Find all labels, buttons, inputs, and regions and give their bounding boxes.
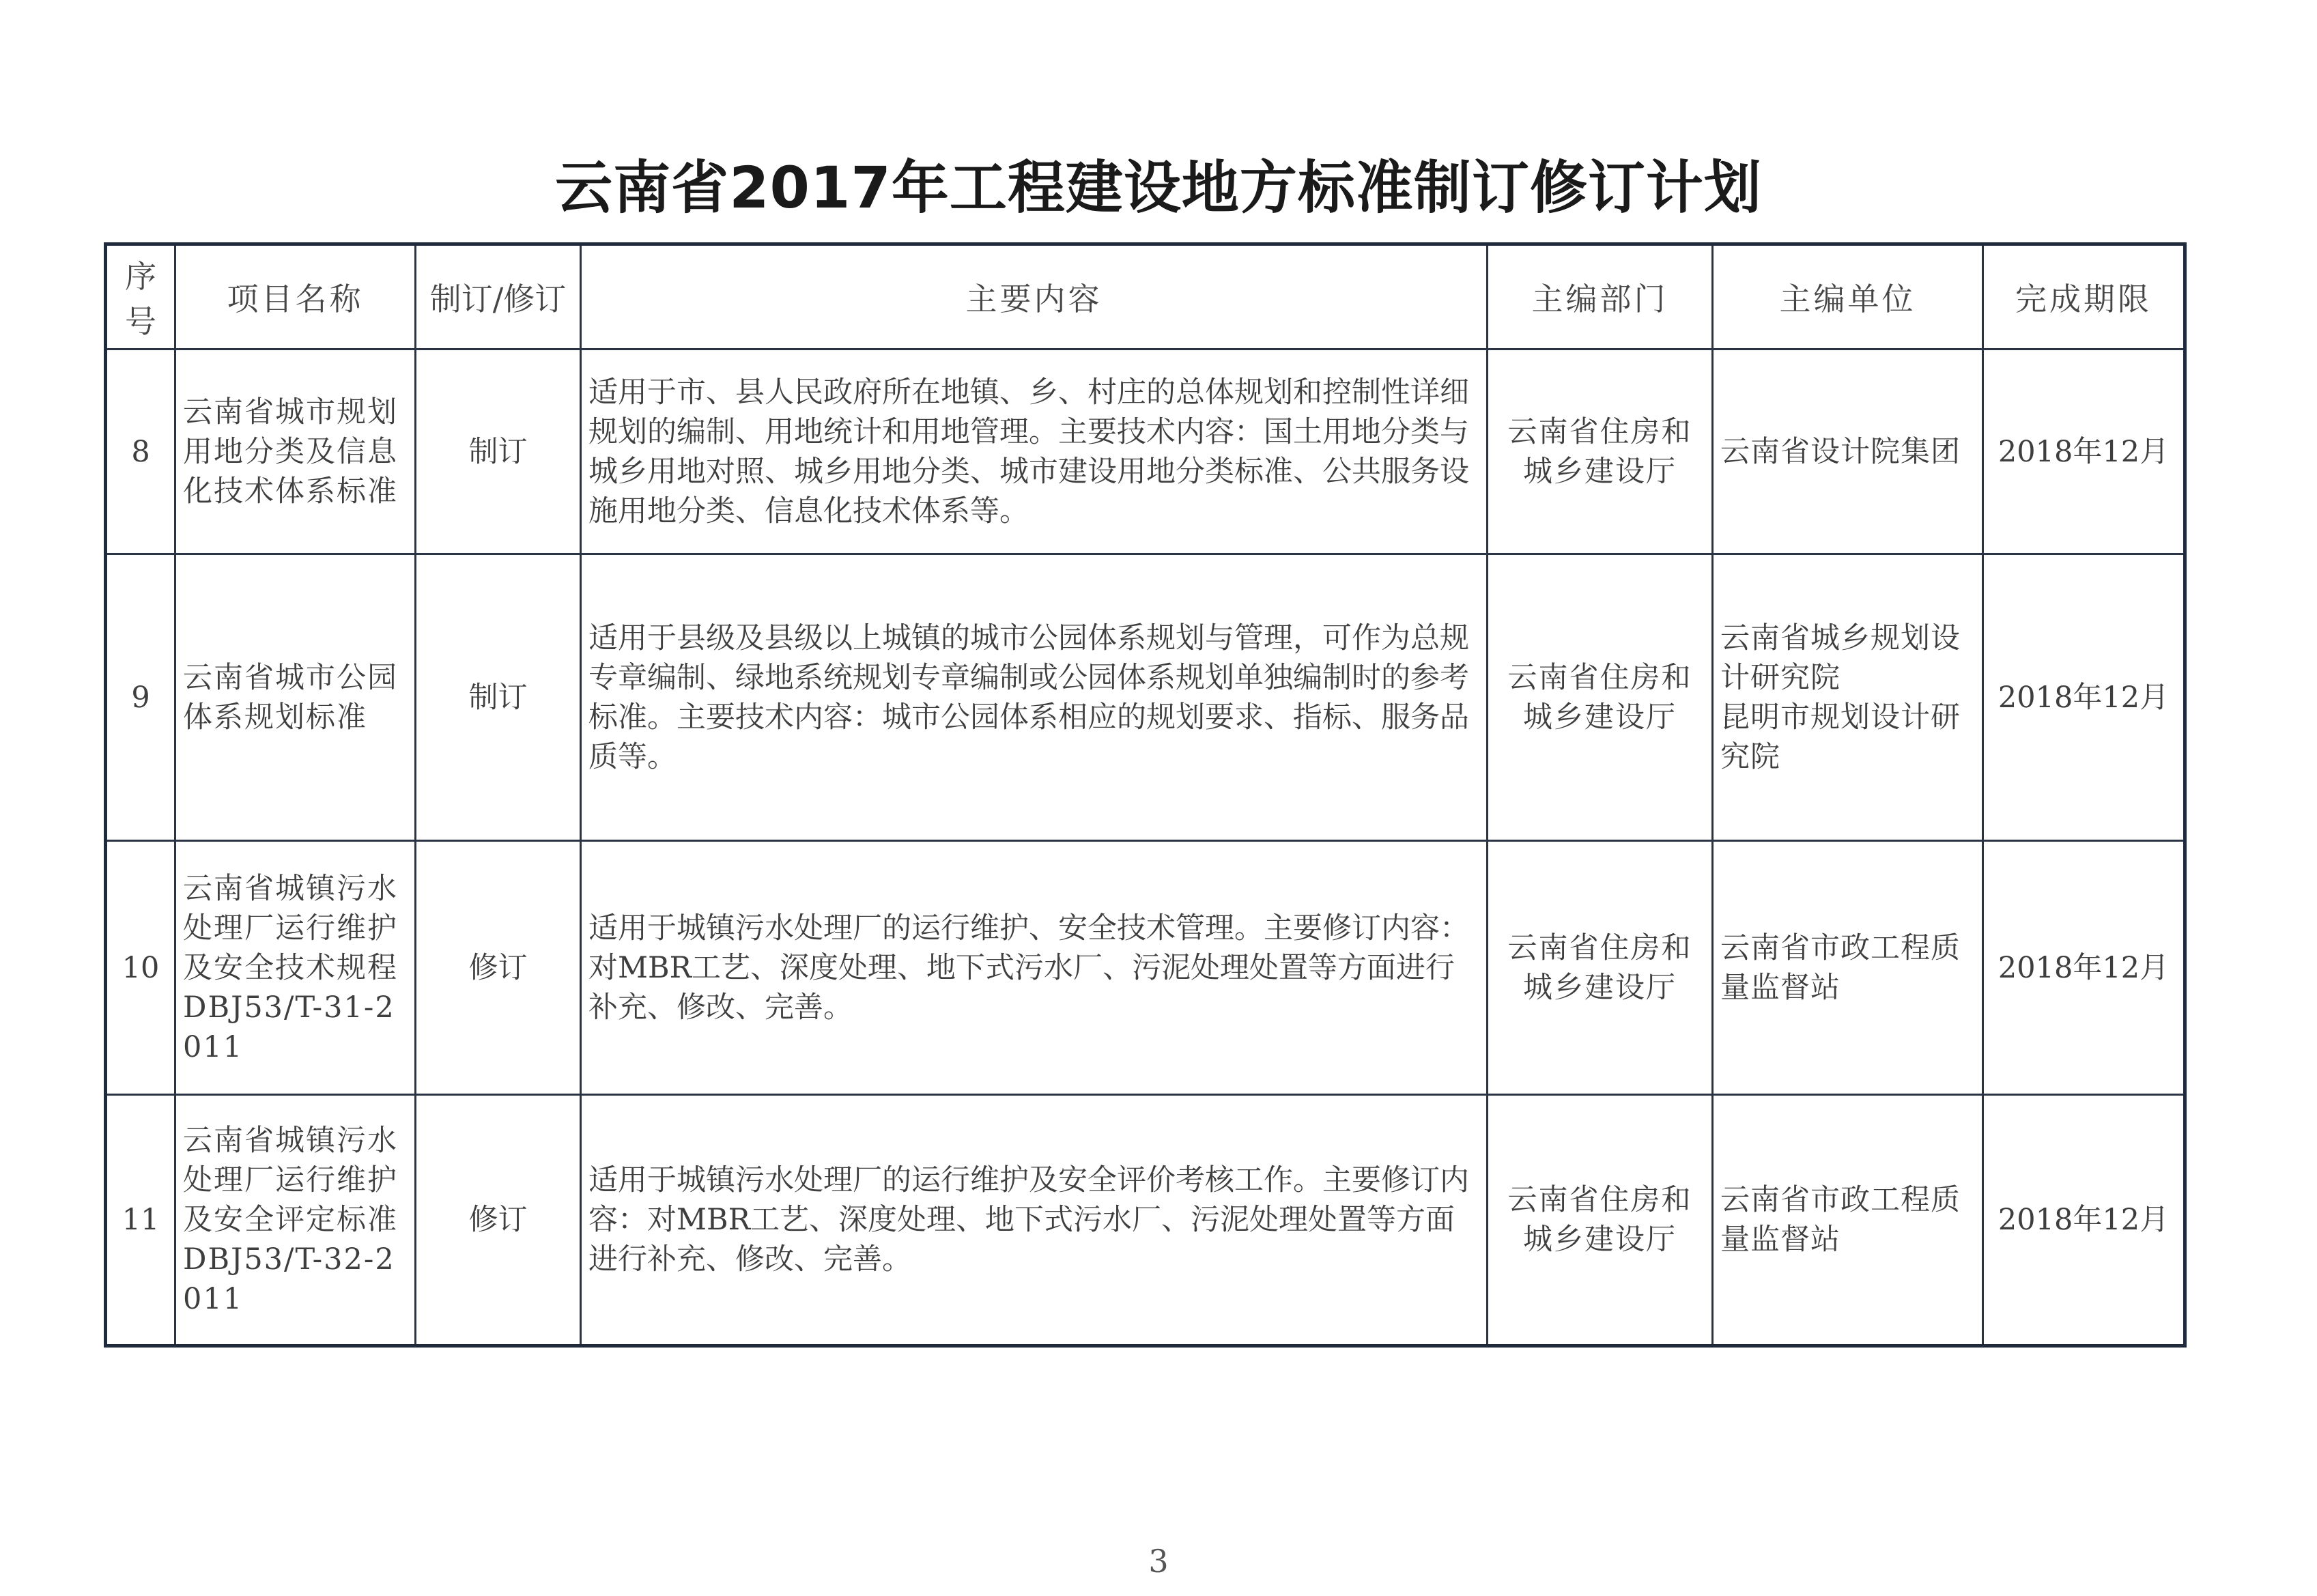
unit-line: 云南省设计院集团 — [1720, 434, 1961, 469]
row-num: 10 — [106, 841, 175, 1095]
table-row — [106, 350, 2185, 554]
row-num: 9 — [106, 554, 175, 841]
unit-line: 云南省市政工程质量监督站 — [1720, 930, 1961, 1005]
header-dept: 主编部门 — [1488, 244, 1713, 350]
unit-line: 云南省城乡规划设计研究院 — [1720, 621, 1961, 695]
row-content: 适用于城镇污水处理厂的运行维护及安全评价考核工作。主要修订内容：对MBR工艺、深度处理、地下式污水厂、污泥处理处置等方面进行补充、修改、完善。 — [581, 1095, 1488, 1346]
row-date: 2018年12月 — [1983, 554, 2185, 841]
row-dept: 云南省住房和城乡建设厅 — [1488, 1095, 1713, 1346]
row-dept: 云南省住房和城乡建设厅 — [1488, 841, 1713, 1095]
row-project-name: 云南省城市公园体系规划标准 — [175, 554, 416, 841]
row-content: 适用于城镇污水处理厂的运行维护、安全技术管理。主要修订内容：对MBR工艺、深度处理、地下式污水厂、污泥处理处置等方面进行补充、修改、完善。 — [581, 841, 1488, 1095]
document-title: 云南省2017年工程建设地方标准制订修订计划 — [555, 154, 1762, 221]
header-type: 制订/修订 — [416, 244, 581, 350]
row-date: 2018年12月 — [1983, 841, 2185, 1095]
row-type: 修订 — [416, 1095, 581, 1346]
row-dept: 云南省住房和城乡建设厅 — [1488, 554, 1713, 841]
row-dept: 云南省住房和城乡建设厅 — [1488, 350, 1713, 554]
row-content: 适用于市、县人民政府所在地镇、乡、村庄的总体规划和控制性详细规划的编制、用地统计和用地管理。主要技术内容：国土用地分类与城乡用地对照、城乡用地分类、城市建设用地分类标准、公共服务设施用地分类、信息化技术体系等。 — [581, 350, 1488, 554]
page-number: 3 — [1148, 1543, 1169, 1580]
row-unit — [1713, 841, 1983, 1095]
header-content: 主要内容 — [581, 244, 1488, 350]
row-date: 2018年12月 — [1983, 350, 2185, 554]
table-header-row — [106, 244, 2185, 350]
header-num: 序号 — [106, 244, 175, 350]
header-unit: 主编单位 — [1713, 244, 1983, 350]
plan-table — [104, 242, 2187, 1348]
row-unit — [1713, 554, 1983, 841]
row-project-name: 云南省城镇污水处理厂运行维护及安全技术规程DBJ53/T-31-2011 — [175, 841, 416, 1095]
table-row — [106, 554, 2185, 841]
row-date: 2018年12月 — [1983, 1095, 2185, 1346]
row-project-name: 云南省城镇污水处理厂运行维护及安全评定标准DBJ53/T-32-2011 — [175, 1095, 416, 1346]
row-type: 修订 — [416, 841, 581, 1095]
table-row — [106, 841, 2185, 1095]
row-content: 适用于县级及县级以上城镇的城市公园体系规划与管理，可作为总规专章编制、绿地系统规划专章编制或公园体系规划单独编制时的参考标准。主要技术内容：城市公园体系相应的规划要求、指标、服务品质等。 — [581, 554, 1488, 841]
header-date: 完成期限 — [1983, 244, 2185, 350]
table-row — [106, 1095, 2185, 1346]
row-num: 11 — [106, 1095, 175, 1346]
row-project-name: 云南省城市规划用地分类及信息化技术体系标准 — [175, 350, 416, 554]
row-num: 8 — [106, 350, 175, 554]
header-name: 项目名称 — [175, 244, 416, 350]
row-unit — [1713, 1095, 1983, 1346]
row-type: 制订 — [416, 554, 581, 841]
unit-line: 云南省市政工程质量监督站 — [1720, 1183, 1961, 1257]
row-type: 制订 — [416, 350, 581, 554]
unit-line: 昆明市规划设计研究院 — [1720, 700, 1961, 774]
row-unit — [1713, 350, 1983, 554]
